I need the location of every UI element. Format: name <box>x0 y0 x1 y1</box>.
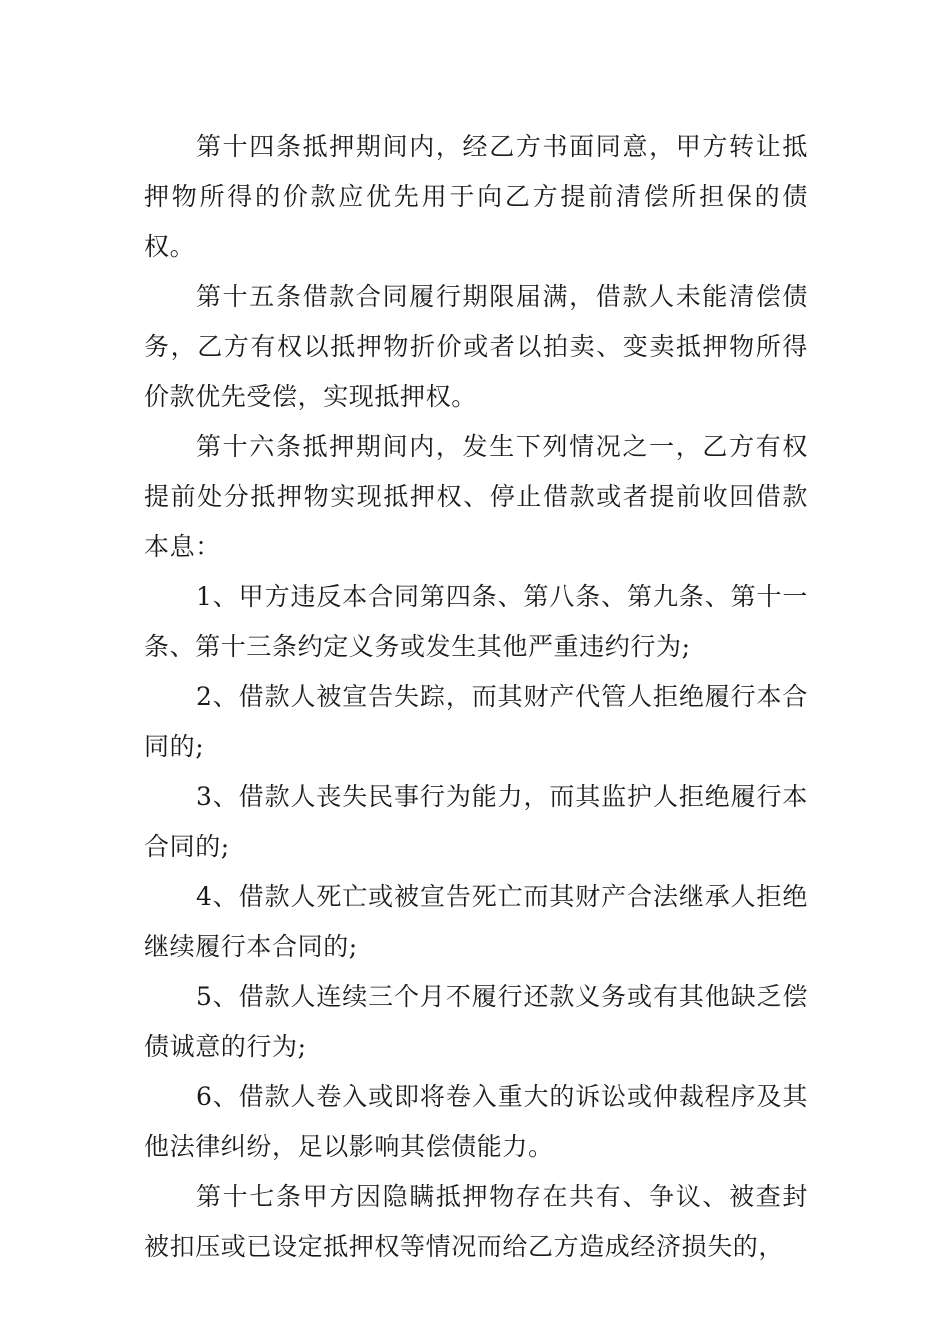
list-item-4: 4、借款人死亡或被宣告死亡而其财产合法继承人拒绝继续履行本合同的; <box>144 882 808 961</box>
list-item-2: 2、借款人被宣告失踪，而其财产代管人拒绝履行本合同的; <box>144 682 808 761</box>
list-item-1: 1、甲方违反本合同第四条、第八条、第九条、第十一条、第十三条约定义务或发生其他严重违约行为; <box>144 582 808 661</box>
paragraph-article-17: 第十七条甲方因隐瞒抵押物存在共有、争议、被查封被扣压或已设定抵押权等情况而给乙方造成经济损失的， <box>144 1182 808 1261</box>
document-body <box>144 122 808 1272</box>
list-item-5: 5、借款人连续三个月不履行还款义务或有其他缺乏偿债诚意的行为; <box>144 982 808 1061</box>
paragraph-article-16: 第十六条抵押期间内，发生下列情况之一，乙方有权提前处分抵押物实现抵押权、停止借款或者提前收回借款本息： <box>144 432 808 561</box>
paragraph-article-14: 第十四条抵押期间内，经乙方书面同意，甲方转让抵押物所得的价款应优先用于向乙方提前清偿所担保的债权。 <box>144 132 808 261</box>
list-item-3: 3、借款人丧失民事行为能力，而其监护人拒绝履行本合同的; <box>144 782 808 861</box>
list-item-6: 6、借款人卷入或即将卷入重大的诉讼或仲裁程序及其他法律纠纷，足以影响其偿债能力。 <box>144 1082 808 1161</box>
paragraph-article-15: 第十五条借款合同履行期限届满，借款人未能清偿债务，乙方有权以抵押物折价或者以拍卖、变卖抵押物所得价款优先受偿，实现抵押权。 <box>144 282 808 411</box>
